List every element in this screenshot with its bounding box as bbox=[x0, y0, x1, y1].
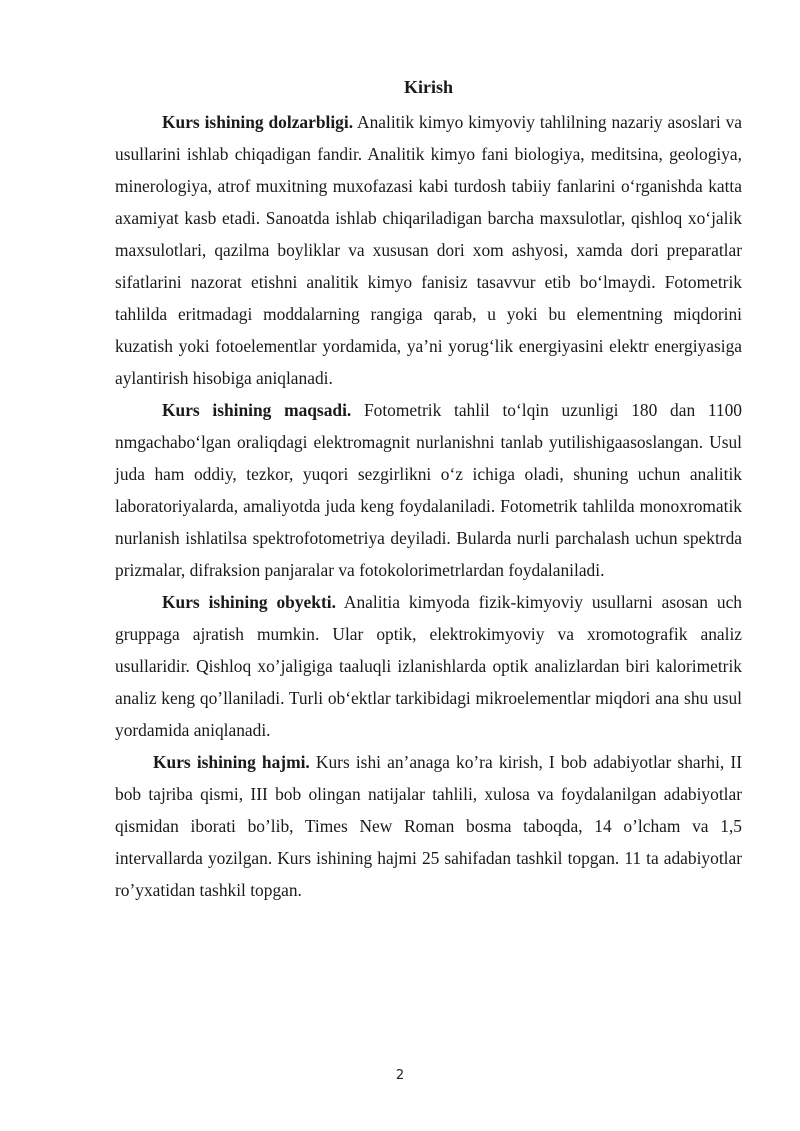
paragraph-relevance bbox=[115, 106, 742, 394]
paragraph-heading-relevance: Kurs ishining dolzarbligi. bbox=[162, 112, 354, 132]
paragraph-text-object: Analitia kimyoda fizik-kimyoviy usullarni asosan uch gruppaga ajratish mumkin. Ular optik, elektrokimyoviy va xromotografik analiz usullaridir. Qishloq xo’jaligiga taaluqli izlanishlarda optik analizlardan biri kalorimetrik analiz keng qo’llaniladi. Turli obʻektlar tarkibidagi mikroelementlar miqdori ana shu usul yordamida aniqlanadi. bbox=[115, 592, 743, 740]
paragraph-heading-goal: Kurs ishining maqsadi. bbox=[162, 400, 352, 420]
paragraph-goal bbox=[115, 394, 742, 586]
page-title: Kirish bbox=[403, 77, 453, 97]
paragraph-object bbox=[115, 586, 742, 746]
paragraph-text-volume: Kurs ishi an’anaga ko’ra kirish, I bob adabiyotlar sharhi, II bob tajriba qismi, III bob olingan natijalar tahlili, xulosa va foydalanilgan adabiyotlar qismidan iborati bo’lib, Times New Roman bosma taboqda, 14 o’lcham va 1,5 intervallarda yozilgan. Kurs ishining hajmi 25 sahifadan tashkil topgan. 11 ta adabiyotlar ro’yxatidan tashkil topgan. bbox=[115, 752, 742, 900]
paragraph-text-goal: Fotometrik tahlil toʻlqin uzunligi 180 dan 1100 nmgachaboʻlgan oraliqdagi elektromagnit nurlanishni tanlab yutilishigaasoslangan. Usul juda ham oddiy, tezkor, yuqori sezgirlikni oʻz ichiga oladi, shuning uchun analitik laboratoriyalarda, amaliyotda juda keng foydalaniladi. Fotometrik tahlilda monoxromatik nurlanish ishlatilsa spektrofotometriya deyiladi. Bularda nurli parchalash uchun spektrda prizmalar, difraksion panjaralar va fotokolorimetrlardan foydalaniladi. bbox=[115, 400, 742, 580]
paragraph-text-relevance: Analitik kimyo kimyoviy tahlilning nazariy asoslari va usullarini ishlab chiqadigan fandir. Analitik kimyo fani biologiya, meditsina, geologiya, minerologiya, atrof muxitning muxofazasi kabi turdosh tabiiy fanlarini oʻrganishda katta axamiyat kasb etadi. Sanoatda ishlab chiqariladigan barcha maxsulotlar, qishloq xoʻjalik maxsulotlari, qazilma boyliklar va xususan dori xom ashyosi, xamda dori preparatlar sifatlarini nazorat etishni analitik kimyo fanisiz tasavvur etib boʻlmaydi. Fotometrik tahlilda eritmadagi moddalarning rangiga qarab, u yoki bu elementning miqdorini kuzatish yoki fotoelementlar yordamida, ya’ni yorugʻlik energiyasini elektr energiyasiga aylantirish hisobiga aniqlanadi. bbox=[115, 112, 743, 388]
page-number: 2 bbox=[395, 1068, 405, 1083]
paragraph-heading-object: Kurs ishining obyekti. bbox=[162, 592, 336, 612]
paragraph-heading-volume: Kurs ishining hajmi. bbox=[153, 752, 310, 772]
document-page bbox=[115, 75, 742, 906]
paragraph-volume bbox=[115, 746, 742, 906]
